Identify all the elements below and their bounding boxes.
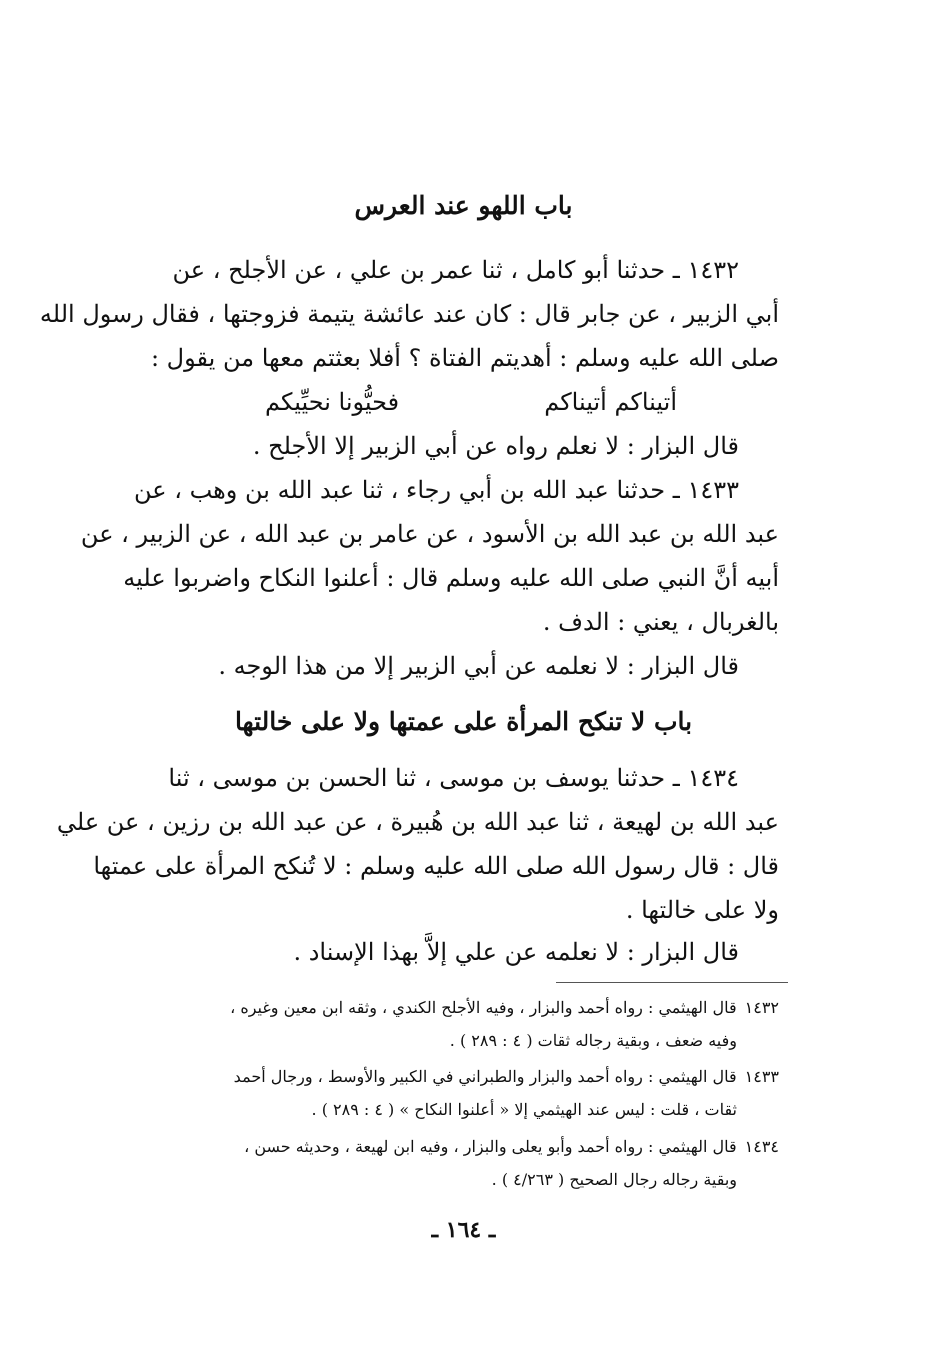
verse-first-hemistich: أتيناكم أتيناكم — [544, 388, 677, 416]
hadith-1434-line-1: ١٤٣٤ ـ حدثنا يوسف بن موسى ، ثنا الحسن بن موسى ، ثنا — [168, 764, 739, 792]
hadith-1432-line-3: صلى الله عليه وسلم : أهديتم الفتاة ؟ أفلا بعثتم معها من يقول : — [150, 344, 779, 372]
footnote-number: ١٤٣٣ — [744, 1067, 779, 1086]
section-heading: باب لا تنكح المرأة على عمتها ولا على خالتها — [234, 707, 693, 736]
hadith-1432-line-2: أبي الزبير ، عن جابر قال : كان عند عائشة يتيمة فزوجتها ، فقال رسول الله — [39, 300, 779, 328]
hadith-1432-line-1: ١٤٣٢ ـ حدثنا أبو كامل ، ثنا عمر بن علي ، عن الأجلح ، عن — [172, 256, 739, 284]
verse-second-hemistich: فحيُّونا نحيِّيكم — [265, 388, 400, 416]
hadith-1432-bazzar-note: قال البزار : لا نعلم رواه عن أبي الزبير إلا الأجلح . — [252, 432, 739, 460]
footnote-separator — [556, 982, 788, 983]
footnote-1432 — [139, 997, 779, 1019]
hadith-1434-line-2: عبد الله بن لهيعة ، ثنا عبد الله بن هُبيرة ، عن عبد الله بن رزين ، عن علي — [56, 808, 779, 836]
footnote-1433-continuation: ثقات ، قلت : ليس عند الهيثمي إلا « أعلنوا النكاح » ( ٤ : ٢٨٩ ) . — [311, 1100, 737, 1119]
hadith-1434-line-4: ولا على خالتها . — [625, 896, 779, 924]
footnote-1434-continuation: وبقية رجاله رجال الصحيح ( ٤/٢٦٣ ) . — [491, 1170, 737, 1189]
footnote-number: ١٤٣٢ — [744, 998, 779, 1017]
hadith-1434-bazzar-note: قال البزار : لا نعلمه عن علي إلاَّ بهذا الإسناد . — [293, 938, 739, 966]
page-number: ـ ١٦٤ ـ — [431, 1217, 496, 1243]
hadith-1433-line-4: بالغربال ، يعني : الدف . — [542, 608, 779, 636]
footnote-text: قال الهيثمي : رواه أحمد وأبو يعلى والبزار ، وفيه ابن لهيعة ، وحديثه حسن ، — [244, 1137, 737, 1156]
footnote-text: قال الهيثمي : رواه أحمد والبزار ، وفيه الأجلح الكندي ، وثقه ابن معين وغيره ، — [230, 998, 737, 1017]
hadith-1433-line-1: ١٤٣٣ ـ حدثنا عبد الله بن أبي رجاء ، ثنا عبد الله بن وهب ، عن — [133, 476, 739, 504]
footnote-number: ١٤٣٤ — [744, 1137, 779, 1156]
section-heading: باب اللهو عند العرس — [354, 191, 573, 220]
hadith-1433-bazzar-note: قال البزار : لا نعلمه عن أبي الزبير إلا من هذا الوجه . — [218, 652, 739, 680]
hadith-1433-line-2: عبد الله بن عبد الله بن الأسود ، عن عامر بن عبد الله ، عن الزبير ، عن — [80, 520, 779, 548]
footnote-1434 — [139, 1136, 779, 1158]
hadith-1434-line-3: قال : قال رسول الله صلى الله عليه وسلم : لا تُنكح المرأة على عمتها — [93, 852, 779, 880]
hadith-1433-line-3: أبيه أنَّ النبي صلى الله عليه وسلم قال : أعلنوا النكاح واضربوا عليه — [123, 564, 779, 592]
footnote-1433 — [139, 1066, 779, 1088]
footnote-text: قال الهيثمي : رواه أحمد والبزار والطبراني في الكبير والأوسط ، ورجال أحمد — [233, 1067, 737, 1086]
footnote-1432-continuation: وفيه ضعف ، وبقية رجاله ثقات ( ٤ : ٢٨٩ ) . — [449, 1031, 737, 1050]
